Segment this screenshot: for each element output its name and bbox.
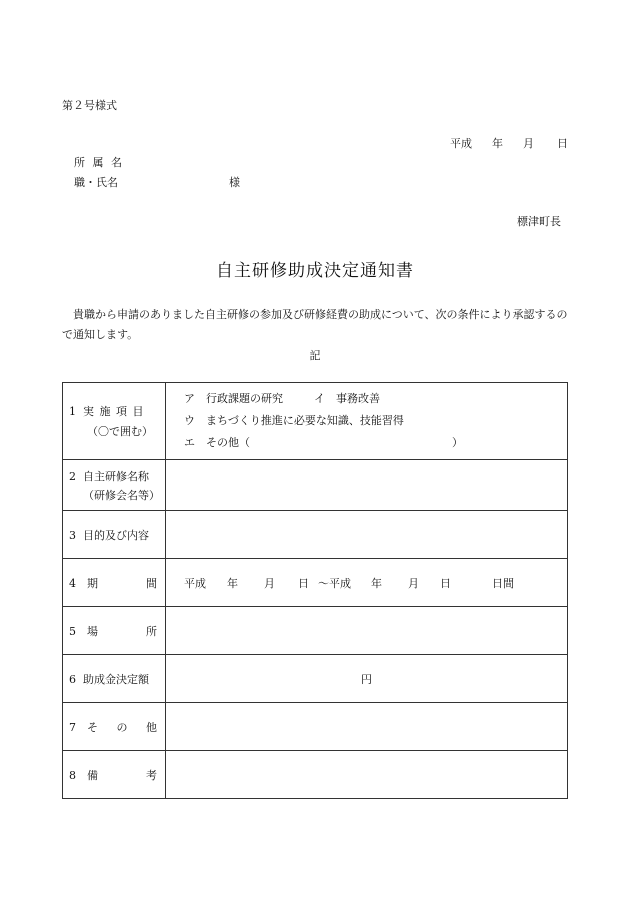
honorific: 様	[229, 176, 240, 189]
other-field[interactable]	[166, 703, 568, 751]
date-month: 月	[523, 137, 534, 150]
row-label-part: の	[116, 720, 128, 734]
row-label-grant-amount	[63, 655, 166, 703]
row-number: 1	[69, 405, 76, 418]
table-row	[63, 460, 568, 511]
affiliation-label: 所 属 名	[74, 156, 124, 169]
option-e[interactable]: エ その他（	[184, 436, 250, 449]
form-number: 第２号様式	[62, 99, 117, 112]
row-label-period	[63, 559, 166, 607]
decision-table	[62, 382, 568, 799]
option-e-close: ）	[452, 436, 463, 449]
row-number: 4	[69, 576, 76, 590]
date-era: 平成	[450, 137, 472, 150]
row-label-part: 場	[87, 624, 98, 638]
document-title: 自主研修助成決定通知書	[216, 261, 414, 281]
period-era-start: 平成	[184, 576, 206, 590]
row-label: 目的及び内容	[83, 528, 149, 542]
row-label-part: 間	[146, 576, 157, 590]
row-label-part: 他	[146, 720, 157, 734]
row-label-training-name	[63, 460, 166, 511]
remarks-field[interactable]	[166, 751, 568, 799]
period-year-end: 年	[371, 576, 382, 590]
row-label-part: 期	[87, 576, 98, 590]
yen-unit: 円	[361, 672, 372, 686]
period-year-start: 年	[227, 576, 238, 590]
implementation-options	[166, 383, 568, 460]
row-label: 助成金決定額	[83, 672, 149, 686]
row-sublabel: （〇で囲む）	[87, 425, 153, 438]
issuer: 標津町長	[517, 215, 561, 228]
period-month-start: 月	[264, 576, 275, 590]
date-line	[450, 135, 568, 151]
table-row	[63, 751, 568, 799]
row-label-part: 考	[146, 768, 157, 782]
training-name-field[interactable]	[166, 460, 568, 511]
option-a[interactable]: ア 行政課題の研究	[184, 392, 283, 405]
row-label: 実 施 項 目	[83, 405, 145, 418]
period-days: 日間	[492, 576, 514, 590]
row-number: 5	[69, 624, 76, 638]
row-number: 3	[69, 528, 76, 542]
period-day-end: 日	[440, 576, 451, 590]
period-era-end: ～平成	[318, 576, 351, 590]
table-row	[63, 559, 568, 607]
ki-heading: 記	[309, 349, 321, 362]
place-field[interactable]	[166, 607, 568, 655]
table-row	[63, 655, 568, 703]
body-text: 貴職から申請のありました自主研修の参加及び研修経費の助成について、次の条件により承認するので通知します。	[62, 308, 568, 341]
row-label: 自主研修名称	[83, 469, 149, 483]
row-sublabel: （研修会名等）	[83, 488, 160, 502]
table-row	[63, 607, 568, 655]
option-u[interactable]: ウ まちづくり推進に必要な知識、技能習得	[184, 414, 404, 427]
row-label-part: 備	[87, 768, 98, 782]
period-field[interactable]	[166, 559, 568, 607]
row-number: 2	[69, 469, 76, 483]
row-label-implementation-item	[63, 383, 166, 460]
period-day-start: 日	[298, 576, 309, 590]
option-i[interactable]: イ 事務改善	[314, 392, 380, 405]
table-row	[63, 383, 568, 460]
purpose-field[interactable]	[166, 511, 568, 559]
row-label-purpose	[63, 511, 166, 559]
table-row	[63, 511, 568, 559]
row-number: 7	[69, 720, 76, 734]
date-year: 年	[492, 137, 503, 150]
grant-amount-field[interactable]	[166, 655, 568, 703]
row-label-part: そ	[87, 720, 98, 734]
period-month-end: 月	[408, 576, 419, 590]
name-title-label: 職・氏名	[74, 176, 118, 189]
row-label-other	[63, 703, 166, 751]
row-label-part: 所	[146, 624, 157, 638]
row-number: 6	[69, 672, 76, 686]
date-day: 日	[557, 137, 568, 150]
table-row	[63, 703, 568, 751]
row-number: 8	[69, 768, 76, 782]
row-label-remarks	[63, 751, 166, 799]
row-label-place	[63, 607, 166, 655]
